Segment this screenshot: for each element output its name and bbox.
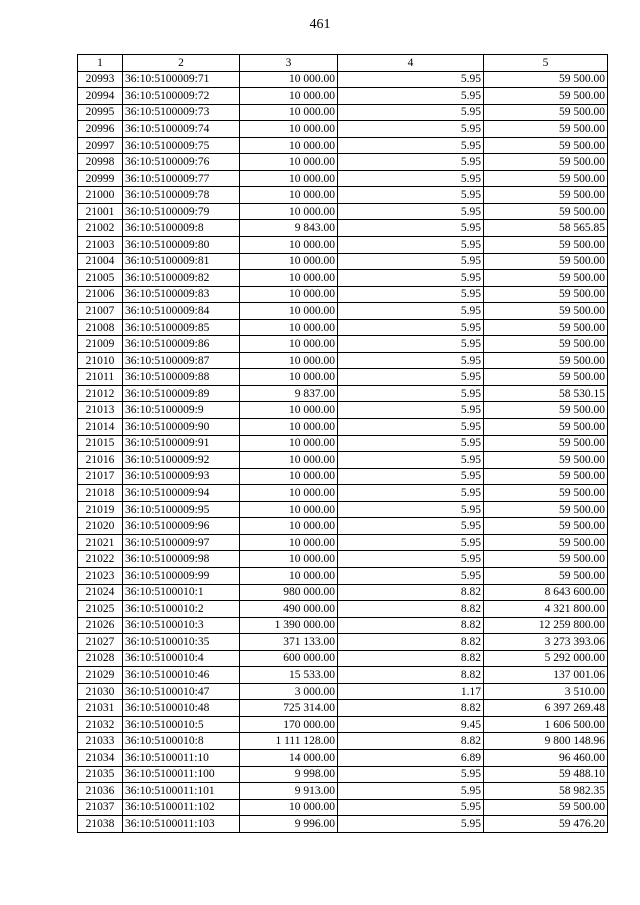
specific-value-cell: 9.45 (338, 716, 484, 733)
table-row (78, 601, 608, 618)
cadastral-value-cell: 59 476.20 (484, 816, 608, 833)
row-number-cell: 21012 (78, 385, 123, 402)
table-row (78, 766, 608, 783)
cadastral-number-cell: 36:10:5100009:87 (123, 352, 240, 369)
cadastral-value-cell: 59 500.00 (484, 402, 608, 419)
row-number-cell: 21037 (78, 799, 123, 816)
cadastral-value-cell: 137 001.06 (484, 667, 608, 684)
row-number-cell: 21015 (78, 435, 123, 452)
cadastral-value-cell: 59 500.00 (484, 551, 608, 568)
cadastral-value-cell: 59 500.00 (484, 104, 608, 121)
cadastral-number-cell: 36:10:5100009:90 (123, 419, 240, 436)
area-cell: 10 000.00 (240, 551, 338, 568)
cadastral-value-cell: 59 500.00 (484, 452, 608, 469)
specific-value-cell: 8.82 (338, 634, 484, 651)
area-cell: 10 000.00 (240, 468, 338, 485)
table-row (78, 336, 608, 353)
cadastral-number-cell: 36:10:5100009:99 (123, 567, 240, 584)
cadastral-number-cell: 36:10:5100009:94 (123, 485, 240, 502)
specific-value-cell: 8.82 (338, 733, 484, 750)
table-row (78, 733, 608, 750)
cadastral-number-cell: 36:10:5100011:102 (123, 799, 240, 816)
cadastral-number-cell: 36:10:5100009:92 (123, 452, 240, 469)
specific-value-cell: 5.95 (338, 567, 484, 584)
row-number-cell: 21028 (78, 650, 123, 667)
cadastral-number-cell: 36:10:5100009:85 (123, 319, 240, 336)
cadastral-value-cell: 59 500.00 (484, 253, 608, 270)
cadastral-value-cell: 59 500.00 (484, 88, 608, 105)
row-number-cell: 21001 (78, 203, 123, 220)
table-row (78, 170, 608, 187)
specific-value-cell: 5.95 (338, 369, 484, 386)
table-row (78, 485, 608, 502)
row-number-cell: 21005 (78, 270, 123, 287)
cadastral-value-cell: 59 488.10 (484, 766, 608, 783)
area-cell: 10 000.00 (240, 270, 338, 287)
table-body (78, 71, 608, 832)
area-cell: 10 000.00 (240, 137, 338, 154)
specific-value-cell: 5.95 (338, 170, 484, 187)
row-number-cell: 20999 (78, 170, 123, 187)
specific-value-cell: 8.82 (338, 700, 484, 717)
specific-value-cell: 5.95 (338, 104, 484, 121)
row-number-cell: 21026 (78, 617, 123, 634)
cadastral-value-cell: 59 500.00 (484, 303, 608, 320)
row-number-cell: 21008 (78, 319, 123, 336)
area-cell: 10 000.00 (240, 402, 338, 419)
table-row (78, 137, 608, 154)
specific-value-cell: 1.17 (338, 683, 484, 700)
cadastral-number-cell: 36:10:5100011:10 (123, 749, 240, 766)
row-number-cell: 21020 (78, 518, 123, 535)
area-cell: 1 111 128.00 (240, 733, 338, 750)
area-cell: 1 390 000.00 (240, 617, 338, 634)
table-row (78, 419, 608, 436)
row-number-cell: 21000 (78, 187, 123, 204)
specific-value-cell: 5.95 (338, 71, 484, 88)
row-number-cell: 20994 (78, 88, 123, 105)
specific-value-cell: 5.95 (338, 121, 484, 138)
cadastral-number-cell: 36:10:5100009:91 (123, 435, 240, 452)
column-header-4: 4 (338, 55, 484, 72)
cadastral-number-cell: 36:10:5100009:93 (123, 468, 240, 485)
specific-value-cell: 5.95 (338, 154, 484, 171)
table-row (78, 501, 608, 518)
area-cell: 600 000.00 (240, 650, 338, 667)
table-row (78, 650, 608, 667)
row-number-cell: 21030 (78, 683, 123, 700)
specific-value-cell: 5.95 (338, 187, 484, 204)
area-cell: 10 000.00 (240, 435, 338, 452)
cadastral-value-cell: 59 500.00 (484, 237, 608, 254)
cadastral-value-cell: 8 643 600.00 (484, 584, 608, 601)
specific-value-cell: 5.95 (338, 137, 484, 154)
cadastral-value-cell: 59 500.00 (484, 319, 608, 336)
row-number-cell: 20995 (78, 104, 123, 121)
cadastral-value-cell: 59 500.00 (484, 567, 608, 584)
cadastral-number-cell: 36:10:5100009:84 (123, 303, 240, 320)
specific-value-cell: 5.95 (338, 501, 484, 518)
cadastral-number-cell: 36:10:5100010:47 (123, 683, 240, 700)
cadastral-value-cell: 12 259 800.00 (484, 617, 608, 634)
area-cell: 10 000.00 (240, 419, 338, 436)
table-row (78, 154, 608, 171)
specific-value-cell: 5.95 (338, 352, 484, 369)
area-cell: 9 837.00 (240, 385, 338, 402)
area-cell: 170 000.00 (240, 716, 338, 733)
cadastral-value-cell: 9 800 148.96 (484, 733, 608, 750)
cadastral-value-cell: 59 500.00 (484, 534, 608, 551)
cadastral-value-cell: 59 500.00 (484, 121, 608, 138)
row-number-cell: 21002 (78, 220, 123, 237)
row-number-cell: 20997 (78, 137, 123, 154)
table-row (78, 352, 608, 369)
cadastral-number-cell: 36:10:5100009:71 (123, 71, 240, 88)
area-cell: 10 000.00 (240, 237, 338, 254)
specific-value-cell: 5.95 (338, 468, 484, 485)
cadastral-number-cell: 36:10:5100010:46 (123, 667, 240, 684)
row-number-cell: 21038 (78, 816, 123, 833)
specific-value-cell: 5.95 (338, 551, 484, 568)
specific-value-cell: 5.95 (338, 816, 484, 833)
area-cell: 10 000.00 (240, 187, 338, 204)
area-cell: 10 000.00 (240, 452, 338, 469)
table-row (78, 253, 608, 270)
table-row (78, 270, 608, 287)
cadastral-number-cell: 36:10:5100009:81 (123, 253, 240, 270)
area-cell: 10 000.00 (240, 336, 338, 353)
cadastral-value-cell: 59 500.00 (484, 336, 608, 353)
specific-value-cell: 5.95 (338, 385, 484, 402)
row-number-cell: 21003 (78, 237, 123, 254)
area-cell: 10 000.00 (240, 88, 338, 105)
specific-value-cell: 5.95 (338, 402, 484, 419)
cadastral-number-cell: 36:10:5100011:103 (123, 816, 240, 833)
row-number-cell: 20993 (78, 71, 123, 88)
row-number-cell: 21019 (78, 501, 123, 518)
cadastral-value-cell: 96 460.00 (484, 749, 608, 766)
row-number-cell: 21024 (78, 584, 123, 601)
area-cell: 10 000.00 (240, 154, 338, 171)
area-cell: 9 843.00 (240, 220, 338, 237)
cadastral-number-cell: 36:10:5100009:9 (123, 402, 240, 419)
cadastral-number-cell: 36:10:5100011:100 (123, 766, 240, 783)
cadastral-number-cell: 36:10:5100009:72 (123, 88, 240, 105)
cadastral-number-cell: 36:10:5100009:96 (123, 518, 240, 535)
table-row (78, 468, 608, 485)
area-cell: 10 000.00 (240, 71, 338, 88)
specific-value-cell: 5.95 (338, 799, 484, 816)
area-cell: 9 996.00 (240, 816, 338, 833)
area-cell: 10 000.00 (240, 352, 338, 369)
area-cell: 10 000.00 (240, 501, 338, 518)
table-row (78, 104, 608, 121)
row-number-cell: 21021 (78, 534, 123, 551)
table-row (78, 88, 608, 105)
row-number-cell: 20998 (78, 154, 123, 171)
cadastral-value-cell: 6 397 269.48 (484, 700, 608, 717)
cadastral-number-cell: 36:10:5100009:75 (123, 137, 240, 154)
cadastral-number-cell: 36:10:5100010:48 (123, 700, 240, 717)
specific-value-cell: 5.95 (338, 766, 484, 783)
area-cell: 10 000.00 (240, 369, 338, 386)
row-number-cell: 21016 (78, 452, 123, 469)
table-row (78, 319, 608, 336)
row-number-cell: 21032 (78, 716, 123, 733)
cadastral-number-cell: 36:10:5100009:89 (123, 385, 240, 402)
specific-value-cell: 5.95 (338, 336, 484, 353)
cadastral-value-cell: 3 510.00 (484, 683, 608, 700)
cadastral-number-cell: 36:10:5100009:80 (123, 237, 240, 254)
area-cell: 14 000.00 (240, 749, 338, 766)
cadastral-value-cell: 59 500.00 (484, 203, 608, 220)
cadastral-number-cell: 36:10:5100009:83 (123, 286, 240, 303)
area-cell: 980 000.00 (240, 584, 338, 601)
cadastral-value-cell: 59 500.00 (484, 352, 608, 369)
table-row (78, 584, 608, 601)
row-number-cell: 21009 (78, 336, 123, 353)
row-number-cell: 20996 (78, 121, 123, 138)
table-row (78, 634, 608, 651)
table-row (78, 700, 608, 717)
cadastral-number-cell: 36:10:5100010:1 (123, 584, 240, 601)
row-number-cell: 21004 (78, 253, 123, 270)
table-row (78, 816, 608, 833)
area-cell: 15 533.00 (240, 667, 338, 684)
area-cell: 490 000.00 (240, 601, 338, 618)
row-number-cell: 21025 (78, 601, 123, 618)
column-header-3: 3 (240, 55, 338, 72)
row-number-cell: 21014 (78, 419, 123, 436)
cadastral-value-cell: 59 500.00 (484, 518, 608, 535)
table-row (78, 716, 608, 733)
table-row (78, 203, 608, 220)
table-row (78, 220, 608, 237)
table-row (78, 286, 608, 303)
specific-value-cell: 5.95 (338, 452, 484, 469)
table-row (78, 567, 608, 584)
specific-value-cell: 5.95 (338, 253, 484, 270)
cadastral-value-cell: 59 500.00 (484, 485, 608, 502)
row-number-cell: 21036 (78, 783, 123, 800)
table-row (78, 617, 608, 634)
area-cell: 3 000.00 (240, 683, 338, 700)
cadastral-number-cell: 36:10:5100009:88 (123, 369, 240, 386)
area-cell: 10 000.00 (240, 286, 338, 303)
cadastral-number-cell: 36:10:5100009:76 (123, 154, 240, 171)
table-row (78, 369, 608, 386)
cadastral-value-cell: 58 530.15 (484, 385, 608, 402)
table-row (78, 121, 608, 138)
cadastral-number-cell: 36:10:5100010:2 (123, 601, 240, 618)
cadastral-value-cell: 59 500.00 (484, 71, 608, 88)
row-number-cell: 21007 (78, 303, 123, 320)
specific-value-cell: 5.95 (338, 286, 484, 303)
specific-value-cell: 5.95 (338, 303, 484, 320)
table-row (78, 452, 608, 469)
table-row (78, 303, 608, 320)
specific-value-cell: 8.82 (338, 617, 484, 634)
specific-value-cell: 5.95 (338, 783, 484, 800)
row-number-cell: 21010 (78, 352, 123, 369)
specific-value-cell: 5.95 (338, 485, 484, 502)
area-cell: 10 000.00 (240, 121, 338, 138)
cadastral-value-cell: 58 982.35 (484, 783, 608, 800)
cadastral-value-cell: 59 500.00 (484, 270, 608, 287)
cadastral-number-cell: 36:10:5100009:8 (123, 220, 240, 237)
specific-value-cell: 5.95 (338, 220, 484, 237)
row-number-cell: 21035 (78, 766, 123, 783)
specific-value-cell: 8.82 (338, 584, 484, 601)
cadastral-number-cell: 36:10:5100009:79 (123, 203, 240, 220)
cadastral-number-cell: 36:10:5100009:77 (123, 170, 240, 187)
specific-value-cell: 5.95 (338, 319, 484, 336)
specific-value-cell: 8.82 (338, 650, 484, 667)
cadastral-number-cell: 36:10:5100009:86 (123, 336, 240, 353)
table-header-row (78, 55, 608, 72)
specific-value-cell: 5.95 (338, 419, 484, 436)
row-number-cell: 21013 (78, 402, 123, 419)
table-row (78, 749, 608, 766)
table-row (78, 71, 608, 88)
specific-value-cell: 5.95 (338, 518, 484, 535)
area-cell: 725 314.00 (240, 700, 338, 717)
page-number: 461 (309, 17, 331, 32)
specific-value-cell: 8.82 (338, 667, 484, 684)
area-cell: 10 000.00 (240, 253, 338, 270)
cadastral-value-cell: 59 500.00 (484, 369, 608, 386)
cadastral-value-table (77, 54, 608, 833)
table-row (78, 551, 608, 568)
cadastral-number-cell: 36:10:5100009:78 (123, 187, 240, 204)
cadastral-number-cell: 36:10:5100009:95 (123, 501, 240, 518)
cadastral-value-cell: 5 292 000.00 (484, 650, 608, 667)
specific-value-cell: 5.95 (338, 435, 484, 452)
table-row (78, 435, 608, 452)
row-number-cell: 21033 (78, 733, 123, 750)
cadastral-value-cell: 59 500.00 (484, 137, 608, 154)
row-number-cell: 21034 (78, 749, 123, 766)
cadastral-value-cell: 59 500.00 (484, 468, 608, 485)
table-row (78, 187, 608, 204)
row-number-cell: 21029 (78, 667, 123, 684)
area-cell: 371 133.00 (240, 634, 338, 651)
cadastral-value-cell: 59 500.00 (484, 419, 608, 436)
cadastral-value-cell: 59 500.00 (484, 154, 608, 171)
area-cell: 9 913.00 (240, 783, 338, 800)
row-number-cell: 21027 (78, 634, 123, 651)
specific-value-cell: 5.95 (338, 534, 484, 551)
area-cell: 10 000.00 (240, 799, 338, 816)
table-row (78, 534, 608, 551)
row-number-cell: 21011 (78, 369, 123, 386)
row-number-cell: 21017 (78, 468, 123, 485)
table-row (78, 667, 608, 684)
area-cell: 10 000.00 (240, 104, 338, 121)
cadastral-number-cell: 36:10:5100009:98 (123, 551, 240, 568)
cadastral-number-cell: 36:10:5100010:5 (123, 716, 240, 733)
cadastral-value-cell: 59 500.00 (484, 187, 608, 204)
cadastral-number-cell: 36:10:5100009:74 (123, 121, 240, 138)
area-cell: 10 000.00 (240, 203, 338, 220)
cadastral-number-cell: 36:10:5100010:35 (123, 634, 240, 651)
column-header-5: 5 (484, 55, 608, 72)
table-row (78, 518, 608, 535)
area-cell: 10 000.00 (240, 170, 338, 187)
cadastral-number-cell: 36:10:5100011:101 (123, 783, 240, 800)
cadastral-value-cell: 59 500.00 (484, 435, 608, 452)
area-cell: 10 000.00 (240, 534, 338, 551)
cadastral-value-cell: 58 565.85 (484, 220, 608, 237)
area-cell: 10 000.00 (240, 319, 338, 336)
specific-value-cell: 5.95 (338, 237, 484, 254)
cadastral-number-cell: 36:10:5100009:73 (123, 104, 240, 121)
cadastral-number-cell: 36:10:5100009:97 (123, 534, 240, 551)
table-row (78, 683, 608, 700)
cadastral-value-cell: 3 273 393.06 (484, 634, 608, 651)
specific-value-cell: 6.89 (338, 749, 484, 766)
specific-value-cell: 5.95 (338, 88, 484, 105)
row-number-cell: 21006 (78, 286, 123, 303)
area-cell: 10 000.00 (240, 303, 338, 320)
row-number-cell: 21031 (78, 700, 123, 717)
area-cell: 10 000.00 (240, 518, 338, 535)
cadastral-number-cell: 36:10:5100010:8 (123, 733, 240, 750)
row-number-cell: 21018 (78, 485, 123, 502)
specific-value-cell: 5.95 (338, 270, 484, 287)
table-row (78, 783, 608, 800)
area-cell: 9 998.00 (240, 766, 338, 783)
cadastral-value-cell: 59 500.00 (484, 501, 608, 518)
cadastral-number-cell: 36:10:5100009:82 (123, 270, 240, 287)
column-header-2: 2 (123, 55, 240, 72)
cadastral-value-cell: 4 321 800.00 (484, 601, 608, 618)
table-row (78, 385, 608, 402)
cadastral-value-cell: 1 606 500.00 (484, 716, 608, 733)
area-cell: 10 000.00 (240, 567, 338, 584)
table-row (78, 237, 608, 254)
cadastral-value-cell: 59 500.00 (484, 286, 608, 303)
column-header-1: 1 (78, 55, 123, 72)
table-row (78, 799, 608, 816)
cadastral-value-cell: 59 500.00 (484, 799, 608, 816)
area-cell: 10 000.00 (240, 485, 338, 502)
specific-value-cell: 8.82 (338, 601, 484, 618)
cadastral-number-cell: 36:10:5100010:3 (123, 617, 240, 634)
cadastral-number-cell: 36:10:5100010:4 (123, 650, 240, 667)
table-row (78, 402, 608, 419)
row-number-cell: 21022 (78, 551, 123, 568)
specific-value-cell: 5.95 (338, 203, 484, 220)
row-number-cell: 21023 (78, 567, 123, 584)
cadastral-value-cell: 59 500.00 (484, 170, 608, 187)
